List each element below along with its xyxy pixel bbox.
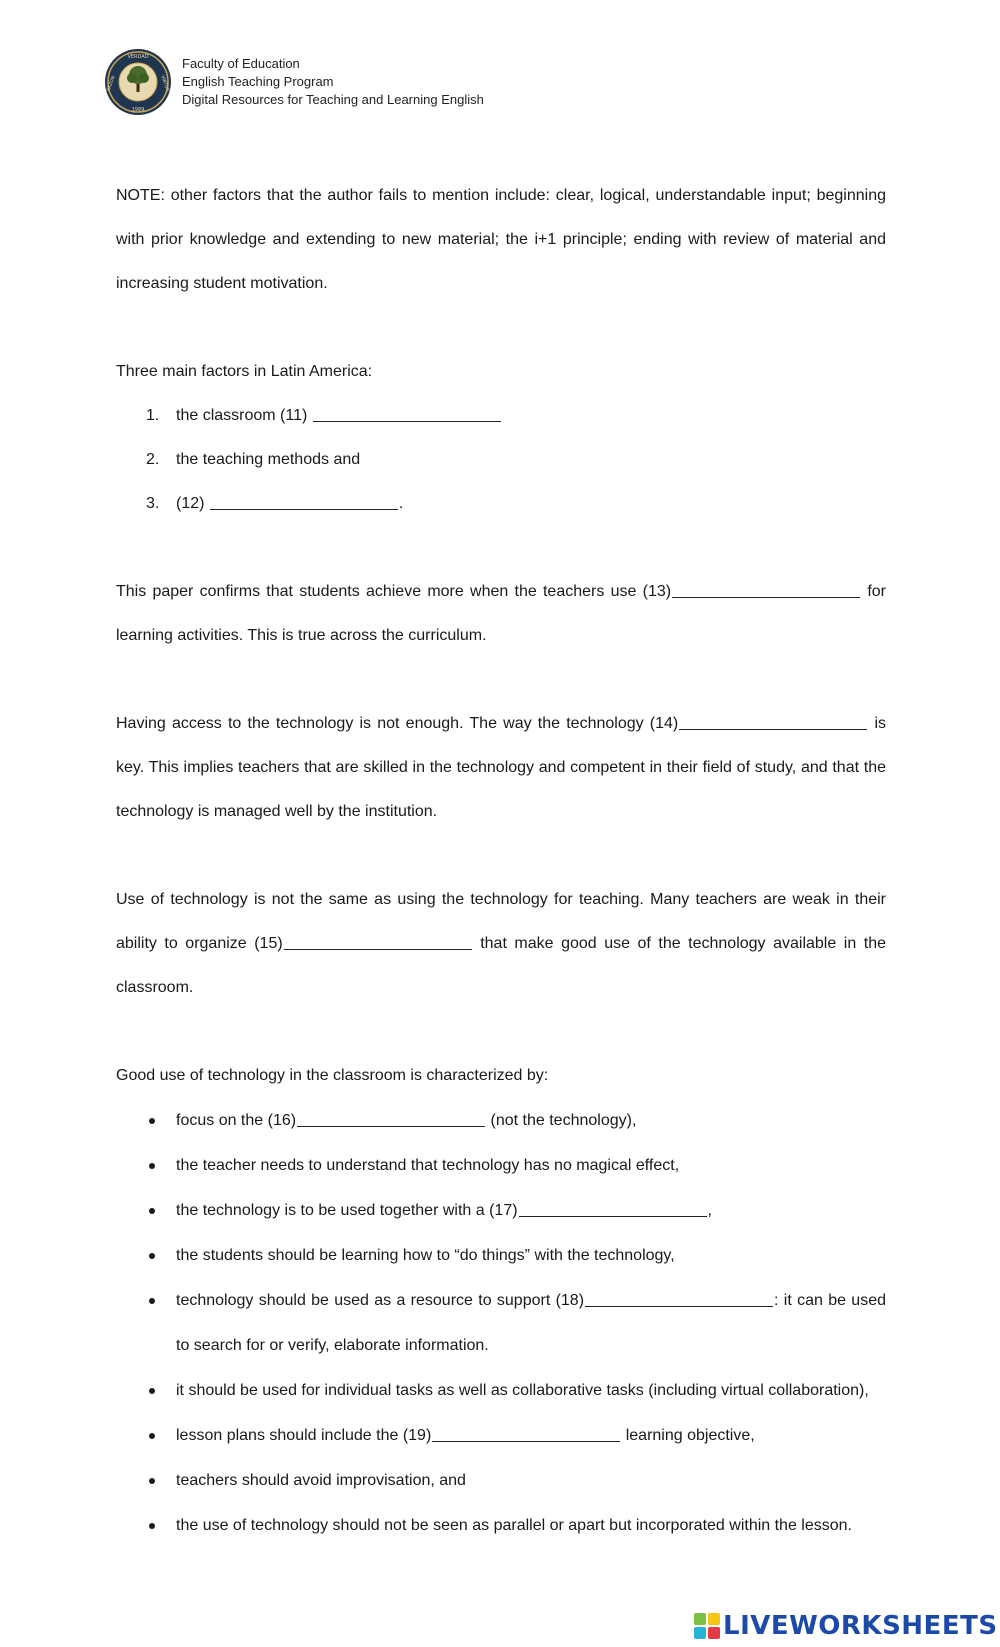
bullet-icon xyxy=(116,1503,176,1548)
bullet-icon xyxy=(116,1188,176,1233)
bullet-icon xyxy=(116,1278,176,1368)
list-item: teachers should avoid improvisation, and xyxy=(116,1458,886,1503)
page-header xyxy=(104,46,484,118)
list-item: lesson plans should include the (19) learning objective, xyxy=(116,1413,886,1458)
answer-blank-15[interactable] xyxy=(284,933,472,950)
university-seal-icon xyxy=(104,48,172,116)
program-name: English Teaching Program xyxy=(182,74,334,89)
answer-blank-16[interactable] xyxy=(297,1110,485,1127)
factor-item-3: 3. (12) . xyxy=(116,482,886,526)
bullet-icon xyxy=(116,1368,176,1413)
seal-word-top: VERDAD xyxy=(127,54,149,60)
answer-blank-19[interactable] xyxy=(432,1425,620,1442)
list-item: the teacher needs to understand that technology has no magical effect, xyxy=(116,1143,886,1188)
faculty-name: Faculty of Education xyxy=(182,56,300,71)
list-item: it should be used for individual tasks as well as collaborative tasks (including virtual collaboration), xyxy=(116,1368,886,1413)
paragraph-13: This paper confirms that students achieve more when the teachers use (13) for learning activities. This is true across the curriculum. xyxy=(116,583,886,644)
answer-blank-17[interactable] xyxy=(519,1200,707,1217)
list-item: technology should be used as a resource to support (18) : it can be used to search for or verify, elaborate information. xyxy=(116,1278,886,1368)
answer-blank-18[interactable] xyxy=(585,1290,773,1307)
list-item: the technology is to be used together with a (17) , xyxy=(116,1188,886,1233)
liveworksheets-grid-icon xyxy=(694,1613,720,1639)
paragraph-14: Having access to the technology is not enough. The way the technology (14) is key. This implies teachers that are skilled in the technology and competent in their field of study, and that the technology is managed well by the institution. xyxy=(116,715,887,820)
factors-intro: Three main factors in Latin America: xyxy=(116,363,373,380)
factor-item-2: 2. the teaching methods and xyxy=(116,438,886,482)
seal-word-right: VIRTUD xyxy=(159,75,170,93)
list-item: focus on the (16) (not the technology), xyxy=(116,1098,886,1143)
list-number: 2. xyxy=(146,451,160,468)
bullet-icon xyxy=(116,1458,176,1503)
answer-blank-12[interactable] xyxy=(210,493,398,510)
resource-name: Digital Resources for Teaching and Learning English xyxy=(182,92,484,107)
factors-list xyxy=(116,394,886,526)
list-number: 1. xyxy=(146,407,160,424)
good-use-intro: Good use of technology in the classroom is characterized by: xyxy=(116,1067,549,1084)
seal-word-left: RAZÓN xyxy=(106,75,117,93)
good-use-list xyxy=(116,1098,886,1548)
liveworksheets-brand: LIVEWORKSHEETS xyxy=(723,1611,998,1641)
bullet-icon xyxy=(116,1413,176,1458)
note-paragraph: NOTE: other factors that the author fails to mention include: clear, logical, understandable input; beginning with prior knowledge and extending to new material; the i+1 principle; ending with review of material and increasing student motivation. xyxy=(116,187,886,292)
bullet-icon xyxy=(116,1098,176,1143)
worksheet-content xyxy=(116,174,886,1548)
answer-blank-14[interactable] xyxy=(679,713,867,730)
header-text xyxy=(182,55,484,109)
liveworksheets-logo[interactable] xyxy=(694,1610,998,1642)
answer-blank-13[interactable] xyxy=(672,581,860,598)
bullet-icon xyxy=(116,1143,176,1188)
seal-year: 1989 xyxy=(131,107,145,113)
answer-blank-11[interactable] xyxy=(313,405,501,422)
list-number: 3. xyxy=(146,495,160,512)
list-item: the students should be learning how to “do things” with the technology, xyxy=(116,1233,886,1278)
bullet-icon xyxy=(116,1233,176,1278)
factor-item-1: 1. the classroom (11) xyxy=(116,394,886,438)
paragraph-15: Use of technology is not the same as using the technology for teaching. Many teachers are weak in their ability to organize (15) that make good use of the technology available in the classroom. xyxy=(116,891,886,996)
list-item: the use of technology should not be seen as parallel or apart but incorporated within the lesson. xyxy=(116,1503,886,1548)
